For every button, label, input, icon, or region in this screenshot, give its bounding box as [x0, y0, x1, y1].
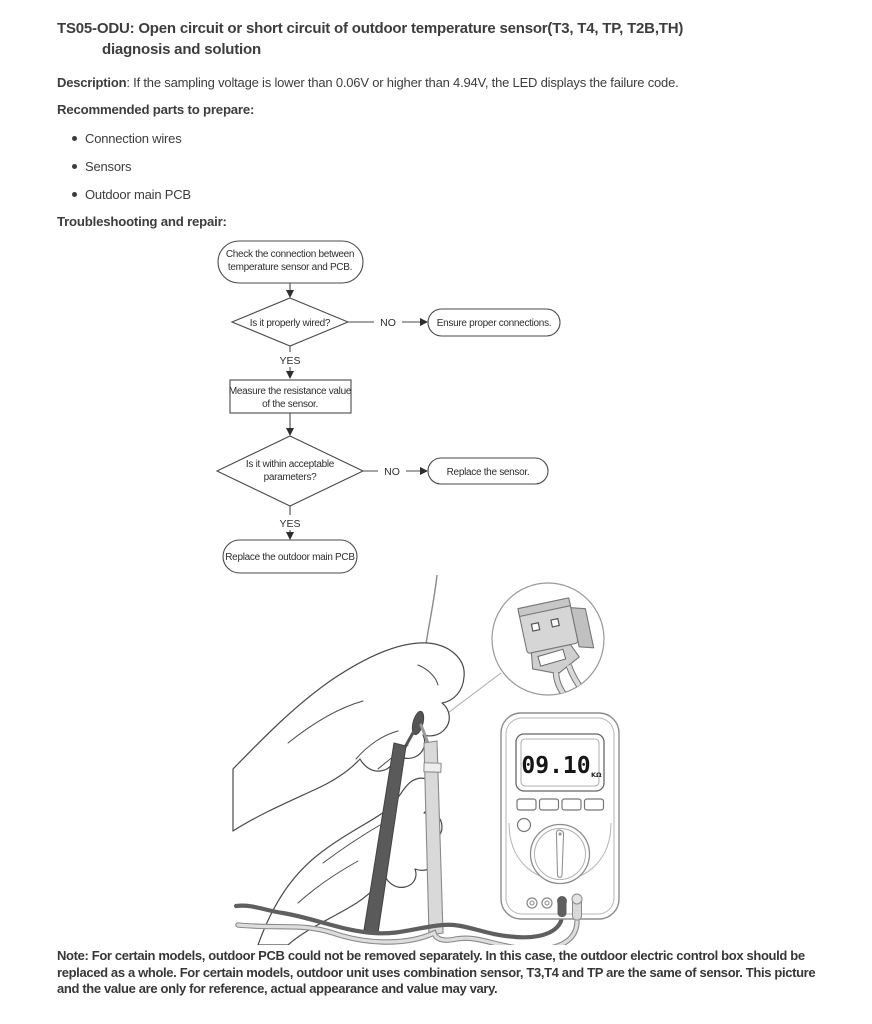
- dial-marker-dot: [558, 832, 561, 835]
- flowchart-start-text: Check the connection between: [225, 249, 355, 260]
- measurement-illustration: [228, 573, 668, 945]
- meter-button: [540, 799, 559, 810]
- flowchart-decision2-text: parameters?: [263, 472, 317, 483]
- connector-hole: [551, 619, 559, 627]
- yes-label: YES: [279, 355, 301, 367]
- meter-button: [562, 799, 581, 810]
- list-item: [72, 159, 131, 174]
- light-plug-top: [572, 894, 582, 904]
- arrow-down-icon: [286, 428, 294, 436]
- connector-inset: [492, 583, 604, 710]
- page-title-line2: diagnosis and solution: [102, 41, 261, 58]
- flowchart-measure-text: Measure the resistance value: [228, 386, 352, 397]
- bullet-icon: [72, 136, 77, 141]
- meter-round-button: [518, 819, 531, 832]
- part-name: Sensors: [85, 159, 132, 174]
- multimeter-illustration: [501, 713, 619, 920]
- flowchart-decision2-text: Is it within acceptable: [245, 459, 335, 470]
- dial-pointer: [556, 830, 563, 877]
- part-name: Outdoor main PCB: [85, 187, 191, 202]
- bullet-icon: [72, 192, 77, 197]
- arrow-down-icon: [286, 371, 294, 379]
- meter-button: [517, 799, 536, 810]
- jack-port: [527, 898, 537, 908]
- flowchart-replace-sensor-text: Replace the sensor.: [446, 467, 530, 478]
- flowchart-decision2-node: [217, 436, 363, 506]
- connector-hole: [531, 623, 539, 631]
- no-label: NO: [384, 466, 400, 478]
- yes-label: YES: [279, 518, 301, 530]
- meter-unit: KΩ: [591, 771, 602, 779]
- flowchart-decision1-text: Is it properly wired?: [249, 318, 331, 329]
- page-title-line1: TS05-ODU: Open circuit or short circuit of outdoor temperature sensor(T3, T4, TP, T2B,TH): [57, 20, 684, 37]
- description-text: : If the sampling voltage is lower than 0.06V or higher than 4.94V, the LED displays the failure code.: [126, 75, 679, 90]
- flowchart-measure-text: of the sensor.: [262, 399, 318, 410]
- meter-button: [585, 799, 604, 810]
- flowchart-start-text: temperature sensor and PCB.: [227, 262, 353, 273]
- jack-port: [542, 898, 552, 908]
- part-name: Connection wires: [85, 131, 182, 146]
- flowchart-ensure-text: Ensure proper connections.: [436, 318, 552, 329]
- arrow-right-icon: [420, 467, 428, 475]
- probe-collar: [424, 763, 441, 773]
- description-line: [57, 75, 679, 90]
- meter-reading: 09.10: [521, 753, 591, 779]
- list-item: [72, 187, 191, 202]
- arrow-down-icon: [286, 532, 294, 540]
- troubleshooting-heading: Troubleshooting and repair:: [57, 214, 227, 229]
- rotary-dial: [531, 825, 590, 884]
- bottom-note: Note: For certain models, outdoor PCB could not be removed separately. In this case, the outdoor electric control box should be replaced as a whole. For certain models, outdoor unit uses combination sensor, T3,T4 and TP are the same of sensor. This picture and the value are only for reference, actual appearance and value may vary.: [57, 948, 816, 997]
- flowchart-replace-pcb-text: Replace the outdoor main PCB: [225, 552, 355, 563]
- description-label: Description: [57, 75, 127, 90]
- list-item: [72, 131, 182, 146]
- arrow-right-icon: [420, 318, 428, 326]
- recommended-parts-heading: Recommended parts to prepare:: [57, 102, 255, 117]
- arrow-down-icon: [286, 290, 294, 298]
- troubleshooting-flowchart: [20, 238, 620, 576]
- bullet-icon: [72, 164, 77, 169]
- dark-plug-top: [557, 896, 567, 906]
- no-label: NO: [380, 317, 396, 329]
